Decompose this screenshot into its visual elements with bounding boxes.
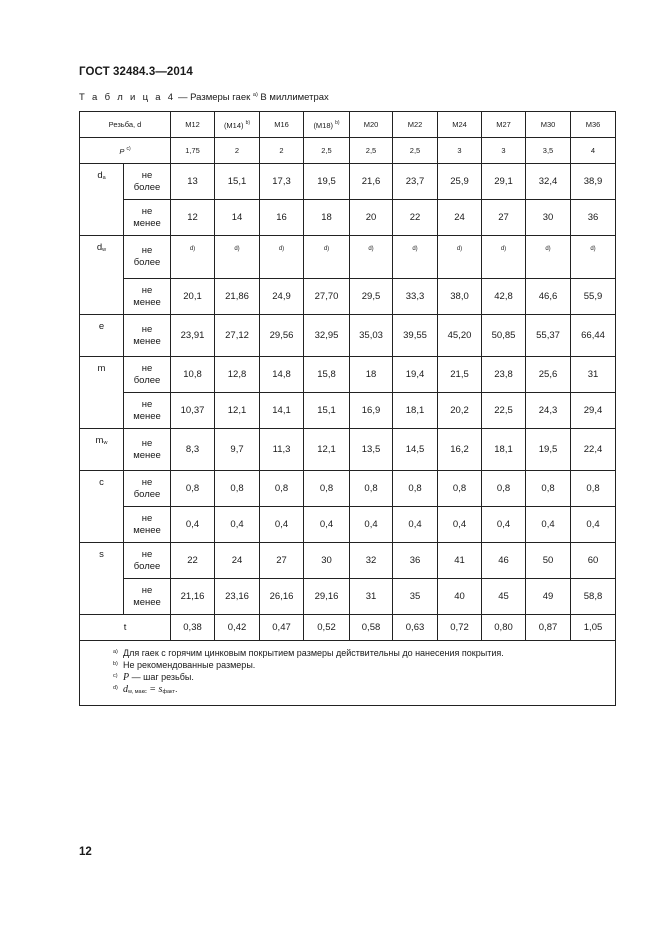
dimension-value: 19,5 — [526, 429, 571, 471]
t-value: 0,72 — [438, 615, 482, 641]
dimension-value: d) — [350, 236, 393, 279]
formula-subscript: w, макс — [128, 689, 147, 695]
limit-label-line: не — [141, 584, 153, 596]
thread-size-cell — [438, 112, 482, 138]
t-value: 1,05 — [571, 615, 616, 641]
dimension-value: 46 — [482, 543, 526, 579]
limit-label — [124, 315, 171, 357]
dimension-value: 40 — [438, 579, 482, 615]
dimension-value: 46,6 — [526, 279, 571, 315]
pitch-value: 2,5 — [304, 138, 350, 164]
limit-label-line: не — [141, 323, 153, 335]
dimension-value: 21,86 — [215, 279, 260, 315]
limit-label-line: более — [133, 374, 161, 386]
dimension-value: 30 — [526, 200, 571, 236]
table-caption-ref: a) — [252, 92, 258, 98]
parameter-row — [80, 164, 616, 200]
dimension-value: 18,1 — [482, 429, 526, 471]
dimension-value: 27,12 — [215, 315, 260, 357]
formula-equals: = s — [146, 684, 163, 695]
limit-label — [124, 543, 171, 579]
dimension-value: 55,37 — [526, 315, 571, 357]
limit-label — [124, 279, 171, 315]
dimension-value: 16,2 — [438, 429, 482, 471]
dimension-value: 58,8 — [571, 579, 616, 615]
parameter-symbol — [80, 543, 124, 615]
parameter-row — [80, 236, 616, 279]
t-value: 0,63 — [393, 615, 438, 641]
limit-label-line: более — [133, 560, 161, 572]
dimension-value: 14,5 — [393, 429, 438, 471]
dimension-value: 13 — [171, 164, 215, 200]
parameter-symbol-text: s — [99, 549, 104, 560]
footnote — [113, 647, 615, 659]
parameter-row — [80, 315, 616, 357]
thread-size-cell — [260, 112, 304, 138]
limit-label — [124, 471, 171, 507]
dimension-value: 8,3 — [171, 429, 215, 471]
dimension-value: 0,8 — [393, 471, 438, 507]
limit-label-line: более — [133, 488, 161, 500]
dimension-value: 39,55 — [393, 315, 438, 357]
thread-size-value: M36 — [585, 119, 601, 129]
pitch-label-cell — [80, 138, 171, 164]
dimension-value: 13,5 — [350, 429, 393, 471]
thread-size-cell — [482, 112, 526, 138]
limit-label — [124, 236, 171, 279]
pitch-value: 2,5 — [350, 138, 393, 164]
limit-label-line: не — [141, 512, 153, 524]
pitch-row — [80, 138, 616, 164]
pitch-label: P — [119, 147, 125, 156]
dimension-value: 41 — [438, 543, 482, 579]
dimension-value: 14,1 — [260, 393, 304, 429]
table-caption — [79, 92, 329, 103]
dimension-value: d) — [304, 236, 350, 279]
dimension-value: 60 — [571, 543, 616, 579]
dimension-value: 20,2 — [438, 393, 482, 429]
notes-row — [80, 641, 616, 706]
footnote-symbol: P — [123, 672, 130, 683]
t-value: 0,52 — [304, 615, 350, 641]
dimension-value: 0,4 — [526, 507, 571, 543]
dimension-value: 21,6 — [350, 164, 393, 200]
dimension-value: 0,8 — [482, 471, 526, 507]
limit-label — [124, 393, 171, 429]
parameter-symbol-text: d — [96, 242, 103, 253]
dimension-value: 24 — [438, 200, 482, 236]
parameter-symbol — [80, 429, 124, 471]
dimension-value: 0,8 — [571, 471, 616, 507]
footnote — [113, 683, 615, 698]
dimension-value: 29,4 — [571, 393, 616, 429]
limit-label-line: более — [133, 181, 161, 193]
footnote-text: Для гаек с горячим цинковым покрытием размеры действительны до нанесения покрытия. — [123, 648, 504, 658]
dimension-value: 32,4 — [526, 164, 571, 200]
dimension-value: 38,0 — [438, 279, 482, 315]
t-label: t — [80, 615, 171, 641]
dimension-value: d) — [482, 236, 526, 279]
thread-size-cell — [393, 112, 438, 138]
dimension-value: 22 — [393, 200, 438, 236]
limit-label-line: менее — [133, 449, 161, 461]
parameter-subscript: a — [102, 175, 106, 181]
dimension-value: 12,1 — [304, 429, 350, 471]
limit-label — [124, 579, 171, 615]
parameter-row — [80, 200, 616, 236]
dimension-value: 27 — [260, 543, 304, 579]
formula-end: . — [175, 684, 178, 694]
dimension-value: 0,4 — [571, 507, 616, 543]
dimension-value: 12,1 — [215, 393, 260, 429]
footnote — [113, 671, 615, 683]
pitch-value: 2,5 — [393, 138, 438, 164]
dimension-value: 66,44 — [571, 315, 616, 357]
dimension-value: 27,70 — [304, 279, 350, 315]
dimension-value: 0,8 — [171, 471, 215, 507]
limit-label — [124, 507, 171, 543]
thread-size-value: M12 — [185, 119, 200, 129]
dimension-value: 55,9 — [571, 279, 616, 315]
dimension-value: 26,16 — [260, 579, 304, 615]
dimension-value: 23,91 — [171, 315, 215, 357]
dimension-value: 22,5 — [482, 393, 526, 429]
dimension-value: 19,5 — [304, 164, 350, 200]
pitch-value: 4 — [571, 138, 616, 164]
formula-symbol: d — [123, 684, 128, 695]
nut-dimensions-table — [79, 111, 616, 706]
dimension-value: 0,8 — [438, 471, 482, 507]
parameter-symbol-text: m — [95, 435, 104, 446]
parameter-row — [80, 543, 616, 579]
limit-label-line: более — [133, 257, 161, 268]
dimension-value: 23,8 — [482, 357, 526, 393]
pitch-value: 2 — [260, 138, 304, 164]
dimension-value: d) — [260, 236, 304, 279]
thread-size-header — [80, 112, 171, 138]
dimension-value: 23,7 — [393, 164, 438, 200]
t-value: 0,58 — [350, 615, 393, 641]
dimension-value: 25,9 — [438, 164, 482, 200]
dimension-value: 45 — [482, 579, 526, 615]
parameter-row — [80, 393, 616, 429]
parameter-symbol — [80, 236, 124, 315]
footnote-text: — шаг резьбы. — [129, 672, 194, 682]
t-value: 0,80 — [482, 615, 526, 641]
parameter-row — [80, 507, 616, 543]
parameter-symbol-text: c — [99, 477, 104, 488]
dimension-value: 29,1 — [482, 164, 526, 200]
parameter-row — [80, 471, 616, 507]
dimension-value: 0,4 — [438, 507, 482, 543]
parameter-row — [80, 579, 616, 615]
thread-size-value: M30 — [540, 119, 556, 129]
footnote-mark: a) — [113, 649, 118, 655]
t-value: 0,38 — [171, 615, 215, 641]
t-row — [80, 615, 616, 641]
parameter-row — [80, 429, 616, 471]
limit-label-line: не — [141, 548, 153, 560]
dimension-value: 21,16 — [171, 579, 215, 615]
dimension-value: 18,1 — [393, 393, 438, 429]
limit-label-line: не — [141, 245, 153, 256]
thread-size-cell — [571, 112, 616, 138]
footnote-text: Не рекомендованные размеры. — [123, 660, 256, 670]
footnote-ref: b) — [245, 120, 251, 126]
dimension-value: 22,4 — [571, 429, 616, 471]
parameter-subscript: w — [102, 247, 107, 253]
dimension-value: 15,8 — [304, 357, 350, 393]
limit-label — [124, 164, 171, 200]
dimension-value: 29,56 — [260, 315, 304, 357]
thread-size-value: M20 — [363, 119, 379, 129]
dimension-value: 0,8 — [304, 471, 350, 507]
table-caption-title: — Размеры гаек — [175, 92, 251, 103]
pitch-value: 2 — [215, 138, 260, 164]
dimension-value: 35 — [393, 579, 438, 615]
thread-size-value: M24 — [452, 119, 467, 129]
dimension-value: 0,8 — [215, 471, 260, 507]
dimension-value: 0,4 — [304, 507, 350, 543]
limit-label-line: не — [141, 284, 153, 296]
dimension-value: d) — [215, 236, 260, 279]
parameter-symbol-text: e — [98, 321, 105, 332]
thread-size-cell — [171, 112, 215, 138]
dimension-value: 18 — [350, 357, 393, 393]
limit-label-line: не — [141, 476, 153, 488]
dimension-value: 0,4 — [215, 507, 260, 543]
thread-size-value: (M14) — [223, 121, 244, 130]
document-code: ГОСТ 32484.3—2014 — [79, 66, 193, 78]
dimension-value: 50 — [526, 543, 571, 579]
dimension-value: 10,37 — [171, 393, 215, 429]
dimension-value: 35,03 — [350, 315, 393, 357]
dimension-value: 15,1 — [215, 164, 260, 200]
dimension-value: 14,8 — [260, 357, 304, 393]
dimension-value: 20 — [350, 200, 393, 236]
footnote-mark: b) — [113, 661, 118, 667]
limit-label — [124, 200, 171, 236]
dimension-value: 22 — [171, 543, 215, 579]
dimension-value: 16,9 — [350, 393, 393, 429]
dimension-value: 50,85 — [482, 315, 526, 357]
pitch-value: 1,75 — [171, 138, 215, 164]
thread-size-cell — [350, 112, 393, 138]
limit-label — [124, 357, 171, 393]
parameter-symbol — [80, 357, 124, 429]
limit-label-line: менее — [133, 217, 161, 229]
dimension-value: 12 — [171, 200, 215, 236]
dimension-value: 0,4 — [260, 507, 304, 543]
limit-label-line: менее — [133, 296, 161, 308]
dimension-value: 36 — [393, 543, 438, 579]
dimension-value: 24,3 — [526, 393, 571, 429]
dimension-value: d) — [393, 236, 438, 279]
dimension-value: 17,3 — [260, 164, 304, 200]
limit-label-line: менее — [133, 596, 161, 608]
dimension-value: 27 — [482, 200, 526, 236]
dimension-value: 42,8 — [482, 279, 526, 315]
thread-size-value: (M18) — [313, 121, 334, 130]
pitch-value: 3 — [438, 138, 482, 164]
thread-size-cell — [304, 112, 350, 138]
dimension-value: 30 — [304, 543, 350, 579]
dimension-value: 29,5 — [350, 279, 393, 315]
pitch-value: 3,5 — [526, 138, 571, 164]
dimension-value: 10,8 — [171, 357, 215, 393]
dimension-value: 9,7 — [215, 429, 260, 471]
dimension-value: 20,1 — [171, 279, 215, 315]
limit-label-line: не — [141, 169, 153, 181]
footnote-ref: b) — [335, 120, 340, 126]
dimension-value: 25,6 — [526, 357, 571, 393]
dimension-value: d) — [438, 236, 482, 279]
dimension-value: 0,8 — [260, 471, 304, 507]
dimension-value: 36 — [571, 200, 616, 236]
formula-subscript: факт — [162, 689, 176, 695]
limit-label-line: менее — [133, 410, 161, 422]
dimension-value: 19,4 — [393, 357, 438, 393]
parameter-symbol — [80, 315, 124, 357]
dimension-value: 15,1 — [304, 393, 350, 429]
thread-size-value: M22 — [407, 119, 423, 129]
dimension-value: 16 — [260, 200, 304, 236]
parameter-row — [80, 279, 616, 315]
thread-size-value: M27 — [496, 119, 511, 129]
pitch-value: 3 — [482, 138, 526, 164]
dimension-value: 24 — [215, 543, 260, 579]
thread-size-cell — [215, 112, 260, 138]
dimension-value: d) — [171, 236, 215, 279]
dimension-value: 23,16 — [215, 579, 260, 615]
footnote — [113, 659, 615, 671]
dimension-value: 29,16 — [304, 579, 350, 615]
limit-label-line: не — [141, 362, 153, 374]
parameter-symbol-text: m — [97, 363, 106, 374]
limit-label-line: менее — [133, 524, 161, 536]
header-row — [80, 112, 616, 138]
dimension-value: 0,4 — [482, 507, 526, 543]
dimension-value: 33,3 — [393, 279, 438, 315]
t-value: 0,42 — [215, 615, 260, 641]
dimension-value: 12,8 — [215, 357, 260, 393]
dimension-value: 0,4 — [393, 507, 438, 543]
dimension-value: 31 — [350, 579, 393, 615]
dimension-value: 49 — [526, 579, 571, 615]
dimension-value: 38,9 — [571, 164, 616, 200]
dimension-value: d) — [571, 236, 616, 279]
parameter-symbol — [80, 164, 124, 236]
limit-label-line: не — [141, 437, 153, 449]
t-value: 0,47 — [260, 615, 304, 641]
dimension-value: 31 — [571, 357, 616, 393]
parameter-symbol — [80, 471, 124, 543]
limit-label-line: не — [141, 205, 153, 217]
dimension-value: 24,9 — [260, 279, 304, 315]
dimension-value: 14 — [215, 200, 260, 236]
dimension-value: 0,4 — [350, 507, 393, 543]
thread-size-value: M16 — [274, 119, 289, 129]
limit-label-line: менее — [133, 335, 161, 347]
dimension-value: d) — [526, 236, 571, 279]
dimension-value: 0,8 — [526, 471, 571, 507]
dimension-value: 0,8 — [350, 471, 393, 507]
footnotes — [80, 641, 616, 706]
parameter-symbol-text: d — [97, 170, 103, 181]
dimension-value: 11,3 — [260, 429, 304, 471]
limit-label — [124, 429, 171, 471]
page-number: 12 — [79, 846, 92, 858]
footnote-mark: d) — [113, 685, 118, 691]
dimension-value: 18 — [304, 200, 350, 236]
footnote-mark: c) — [113, 673, 118, 679]
t-value: 0,87 — [526, 615, 571, 641]
dimension-value: 32 — [350, 543, 393, 579]
dimension-value: 45,20 — [438, 315, 482, 357]
dimension-value: 32,95 — [304, 315, 350, 357]
dimension-value: 21,5 — [438, 357, 482, 393]
footnote-ref: c) — [126, 146, 131, 152]
table-units: В миллиметрах — [257, 92, 329, 103]
dimension-value: 0,4 — [171, 507, 215, 543]
thread-size-cell — [526, 112, 571, 138]
parameter-row — [80, 357, 616, 393]
limit-label-line: не — [141, 398, 153, 410]
table-caption-prefix: Т а б л и ц а 4 — [79, 92, 176, 103]
thread-size-label: Резьба, d — [108, 119, 142, 129]
parameter-subscript: w — [103, 440, 108, 446]
